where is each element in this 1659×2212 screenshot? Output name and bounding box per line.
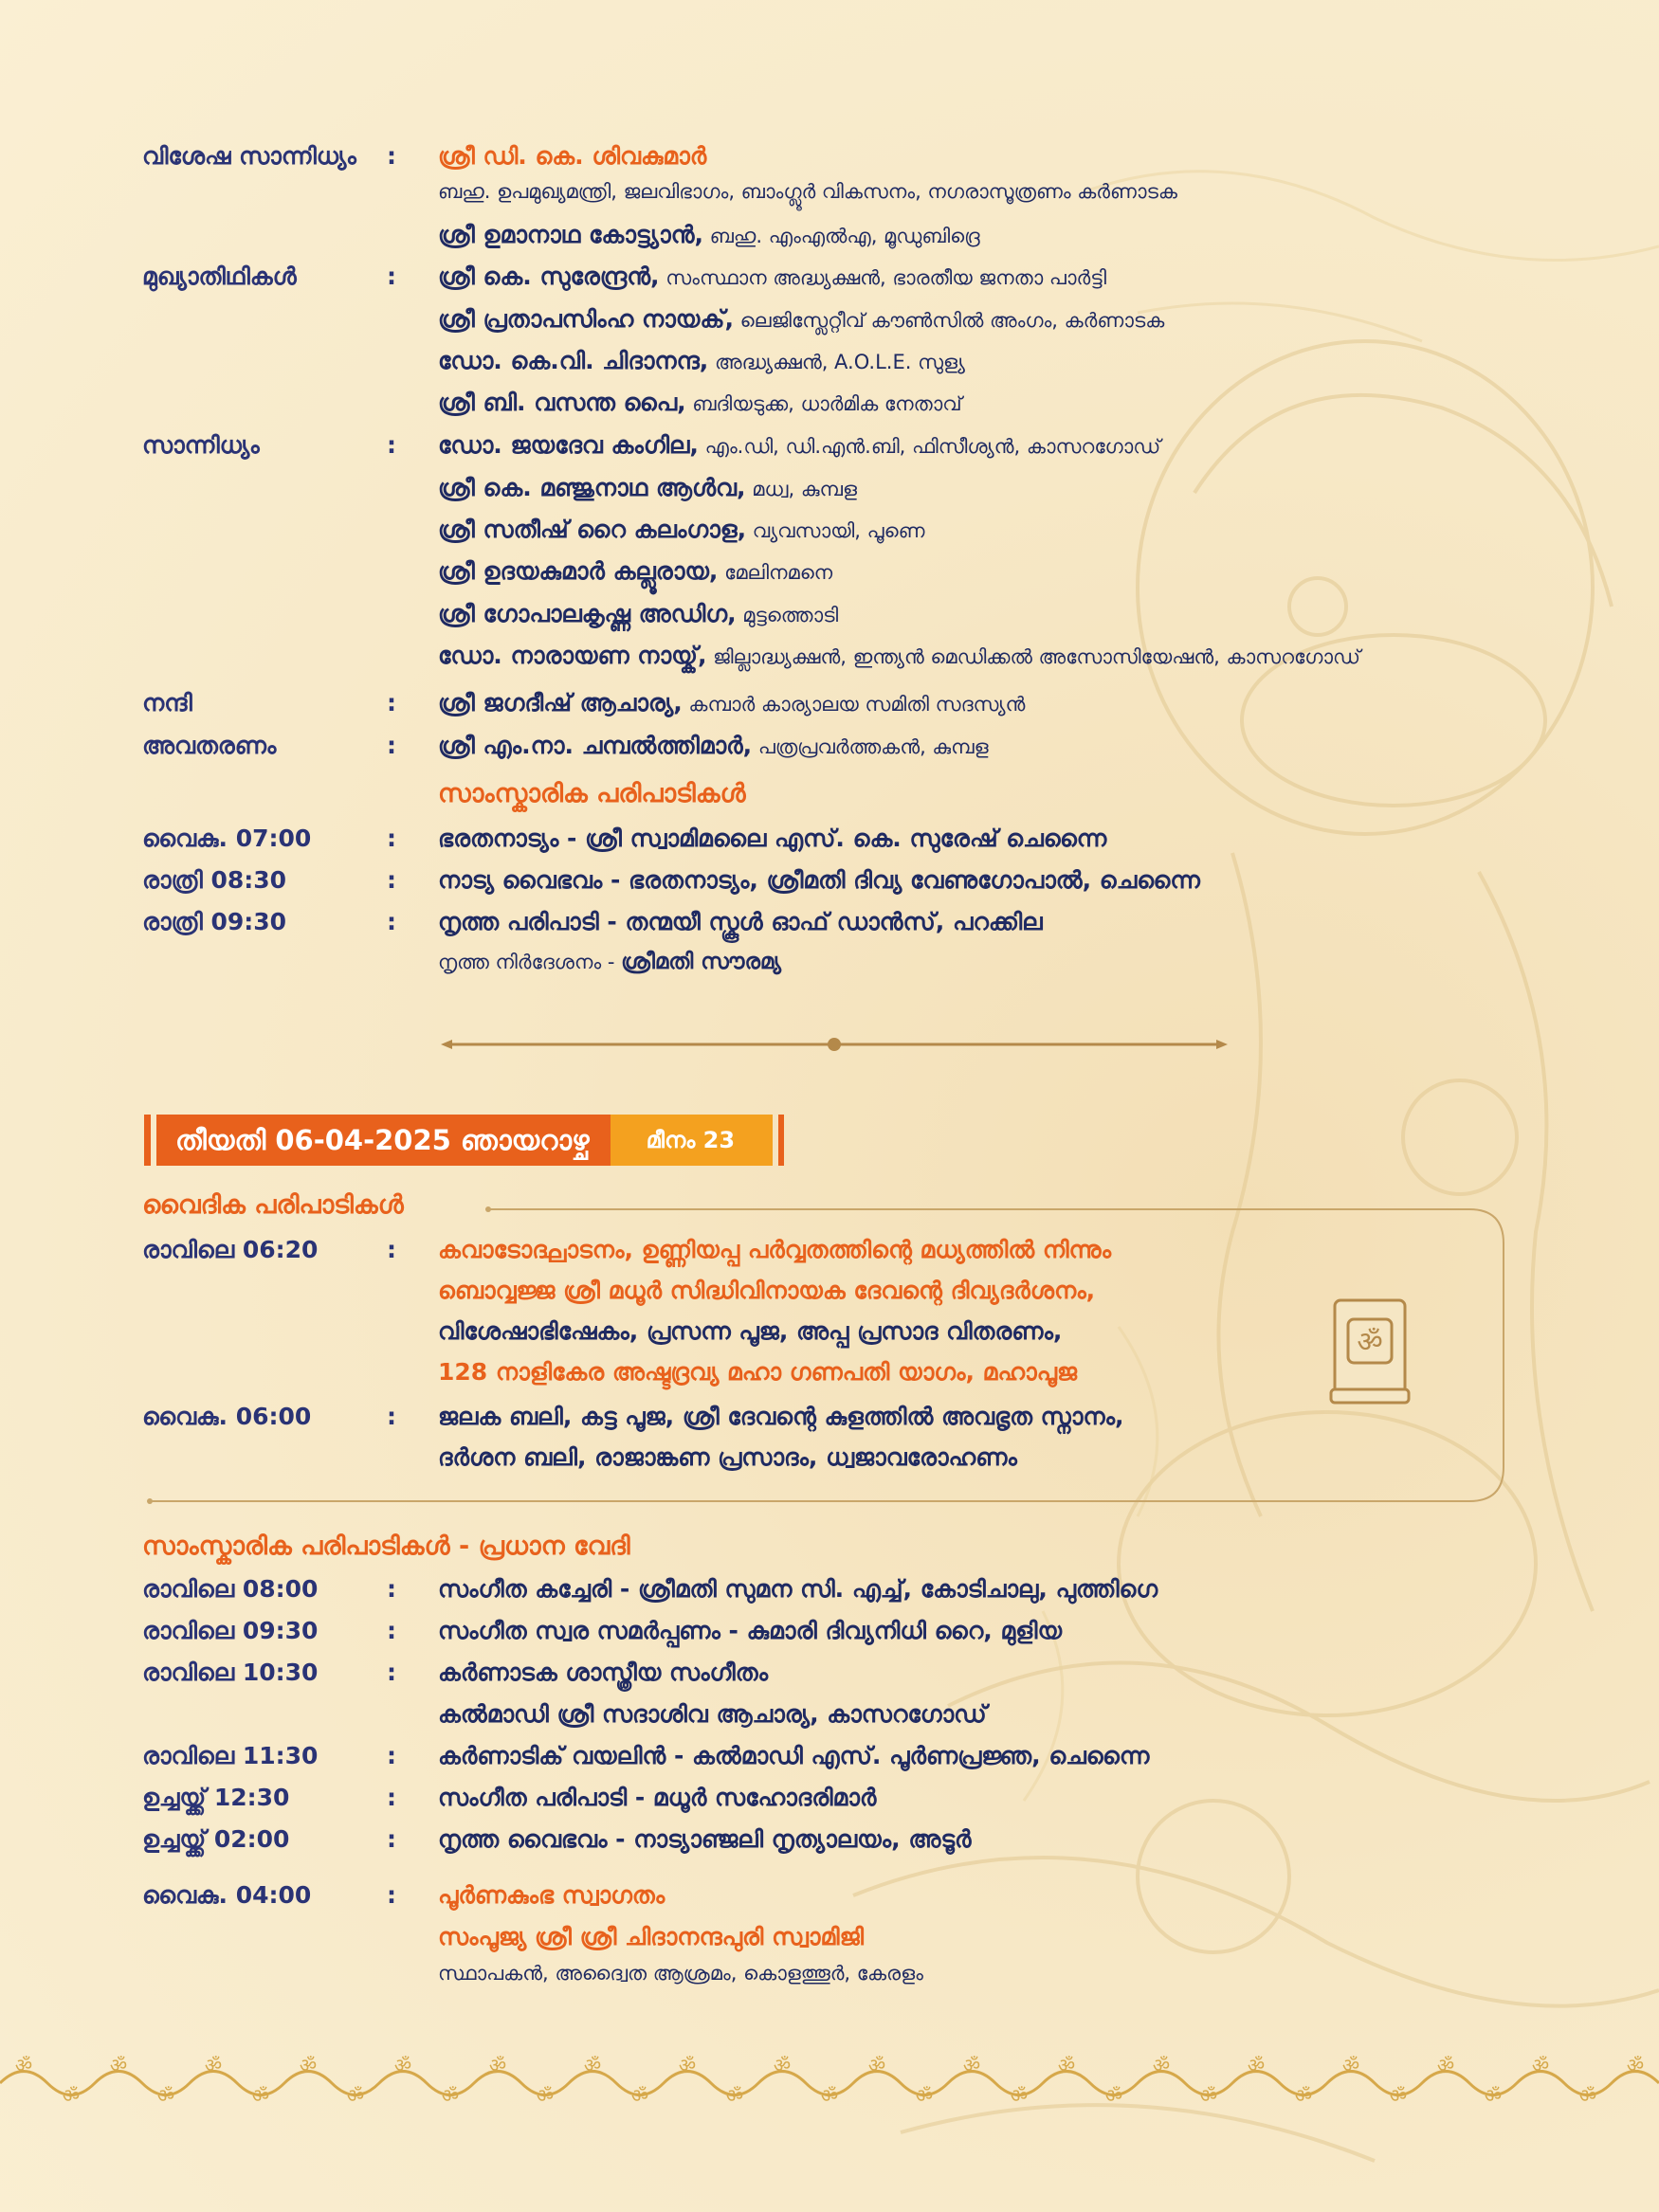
row-value xyxy=(438,1659,1623,1687)
om-glyph: ॐ xyxy=(867,2054,886,2076)
om-glyph: ॐ xyxy=(62,2084,81,2107)
row-colon: : xyxy=(387,1617,396,1644)
row-value xyxy=(438,1575,1623,1604)
row-colon: : xyxy=(387,142,396,170)
row-name: കവാടോദ്ഘാടനം, ഉണ്ണിയപ്പ പർവ്വതത്തിന്റെ മധ്യത്തിൽ നിന്നും xyxy=(438,1236,1112,1263)
om-wave-border-icon xyxy=(0,2045,1659,2112)
row-label: വിശേഷ സാന്നിധ്യം xyxy=(142,142,356,170)
banner-bar-right xyxy=(778,1115,784,1166)
row-detail: പത്രപ്രവർത്തകൻ, കുമ്പള xyxy=(752,735,989,758)
row-label: മുഖ്യാതിഥികൾ xyxy=(142,263,297,290)
row-label: ഉച്ചയ്ക്ക് 12:30 xyxy=(142,1784,290,1811)
row-detail: മധ്വ, കുമ്പള xyxy=(745,478,858,500)
om-glyph: ॐ xyxy=(536,2084,555,2107)
row-value xyxy=(438,1881,1623,1910)
row-label: രാവിലെ 10:30 xyxy=(142,1659,319,1686)
schedule-row xyxy=(142,600,1526,642)
om-glyph: ॐ xyxy=(1152,2054,1171,2076)
vedic-heading: വൈദിക പരിപാടികൾ xyxy=(142,1190,404,1220)
row-detail: മുട്ടത്തൊടി xyxy=(736,604,839,626)
row-label: വൈകു. 04:00 xyxy=(142,1881,312,1909)
schedule-row xyxy=(142,516,1526,557)
date-label: തീയതി 06-04-2025 ഞായറാഴ്ച xyxy=(156,1115,611,1166)
schedule-row xyxy=(142,389,1526,430)
schedule-row xyxy=(142,180,1526,222)
row-name: നൃത്ത പരിപാടി - തന്മയീ സ്കൂൾ ഓഫ് ഡാൻസ്, പറക്കില xyxy=(438,908,1043,935)
schedule-row xyxy=(142,1443,1526,1485)
row-name: സംഗീത കച്ചേരി - ശ്രീമതി സുമന സി. എച്ച്, കോടിചാലു, പുത്തിഗെ xyxy=(438,1575,1158,1603)
om-glyph: ॐ xyxy=(14,2054,33,2076)
schedule-row xyxy=(142,1659,1526,1700)
row-name: സംഗീത സ്വര സമർപ്പണം - കുമാരി ദിവ്യനിധി റൈ, മുളിയ xyxy=(438,1617,1063,1644)
om-glyph: ॐ xyxy=(1247,2054,1266,2076)
row-name: ശ്രീ കെ. സുരേന്ദ്രൻ, xyxy=(438,263,660,290)
om-glyph: ॐ xyxy=(488,2054,507,2076)
schedule-row xyxy=(142,689,1526,731)
row-label: രാത്രി 09:30 xyxy=(142,908,287,935)
row-value xyxy=(438,1742,1623,1770)
om-glyph: ॐ xyxy=(156,2084,175,2107)
om-glyph: ॐ xyxy=(1626,2054,1645,2076)
om-glyph: ॐ xyxy=(1389,2084,1408,2107)
row-colon: : xyxy=(387,1784,396,1811)
om-glyph: ॐ xyxy=(1057,2054,1076,2076)
row-name: ശ്രീ എം.നാ. ചമ്പൽത്തിമാർ, xyxy=(438,732,753,759)
om-glyph: ॐ xyxy=(1199,2084,1218,2107)
schedule-row xyxy=(142,908,1526,950)
schedule-row xyxy=(142,1236,1526,1278)
row-name: ശ്രീ സതീഷ് റൈ കലംഗാള, xyxy=(438,516,747,543)
row-colon: : xyxy=(387,263,396,290)
row-value xyxy=(438,1617,1623,1645)
row-value xyxy=(438,557,1623,586)
row-colon: : xyxy=(387,1403,396,1430)
row-detail: ബദിയടുക്ക, ധാർമിക നേതാവ് xyxy=(685,392,962,415)
row-colon: : xyxy=(387,1575,396,1603)
om-glyph: ॐ xyxy=(1531,2054,1550,2076)
row-name: കൽമാഡി ശ്രീ സദാശിവ ആചാര്യ, കാസറഗോഡ് xyxy=(438,1700,987,1728)
row-value xyxy=(438,389,1623,417)
row-value xyxy=(438,474,1623,502)
row-label: രാവിലെ 11:30 xyxy=(142,1742,319,1769)
om-glyph: ॐ xyxy=(441,2084,460,2107)
om-glyph: ॐ xyxy=(1341,2054,1360,2076)
row-name: ഡോ. നാരായണ നായ്ക്, xyxy=(438,642,707,669)
om-glyph: ॐ xyxy=(393,2054,412,2076)
om-glyph: ॐ xyxy=(1578,2084,1597,2107)
row-name: ശ്രീ ഡി. കെ. ശിവകുമാർ xyxy=(438,142,707,170)
row-value xyxy=(438,642,1623,670)
row-colon: : xyxy=(387,1236,396,1263)
row-name: സംഗീത പരിപാടി - മധൂർ സഹോദരിമാർ xyxy=(438,1784,877,1811)
row-name: ശ്രീ ഉദയകുമാർ കല്ലൂരായ, xyxy=(438,557,719,585)
row-label: സാന്നിധ്യം xyxy=(142,431,260,459)
schedule-row xyxy=(142,1825,1526,1867)
om-glyph: ॐ xyxy=(678,2054,697,2076)
row-name: നൃത്ത വൈഭവം - നാട്യാഞ്ജലി നൃത്യാലയം, അടൂർ xyxy=(438,1825,972,1853)
row-colon: : xyxy=(387,825,396,852)
om-glyph: ॐ xyxy=(820,2084,839,2107)
om-glyph: ॐ xyxy=(773,2054,792,2076)
row-detail: സംസ്ഥാന അദ്ധ്യക്ഷൻ, ഭാരതീയ ജനതാ പാർട്ടി xyxy=(659,266,1107,289)
row-label: അവതരണം xyxy=(142,732,277,759)
row-name: ശ്രീ ഗോപാലകൃഷ്ണ അഡിഗ, xyxy=(438,600,737,627)
row-value xyxy=(438,263,1623,291)
om-glyph: ॐ xyxy=(630,2084,649,2107)
row-label: രാവിലെ 06:20 xyxy=(142,1236,319,1263)
row-name: ഡോ. ജയദേവ കംഗില, xyxy=(438,431,699,459)
om-glyph: ॐ xyxy=(1436,2054,1455,2076)
row-label: വൈകു. 06:00 xyxy=(142,1403,312,1430)
schedule-row xyxy=(142,1742,1526,1784)
row-name: 128 നാളികേര അഷ്ടദ്രവ്യ മഹാ ഗണപതി യാഗം, മഹാപൂജ xyxy=(438,1358,1078,1386)
om-glyph: ॐ xyxy=(109,2054,128,2076)
row-value xyxy=(438,1317,1623,1346)
row-name: ദർശന ബലി, രാജാങ്കണ പ്രസാദം, ധ്വജാവരോഹണം xyxy=(438,1443,1017,1471)
row-value xyxy=(438,1236,1623,1264)
cultural-heading: സാംസ്കാരിക പരിപാടികൾ xyxy=(438,779,746,808)
schedule-row xyxy=(142,825,1526,866)
row-value xyxy=(438,1784,1623,1812)
om-glyph: ॐ xyxy=(251,2084,270,2107)
row-value xyxy=(438,431,1623,460)
schedule-row xyxy=(142,305,1526,347)
row-name: സംപൂജ്യ ശ്രീ ശ്രീ ചിദാനന്ദപുരി സ്വാമിജി xyxy=(438,1923,865,1950)
om-glyph: ॐ xyxy=(1484,2084,1503,2107)
date-banner xyxy=(144,1115,784,1166)
row-value xyxy=(438,142,1623,171)
schedule-row xyxy=(142,347,1526,389)
schedule-row xyxy=(142,642,1526,683)
row-colon: : xyxy=(387,1825,396,1853)
row-value xyxy=(438,1443,1623,1472)
row-value xyxy=(438,305,1623,334)
schedule-row xyxy=(142,1962,1526,2003)
row-detail: കമ്പാർ കാര്യാലയ സമിതി സദസ്യൻ xyxy=(682,693,1026,716)
om-glyph: ॐ xyxy=(299,2054,318,2076)
row-name: സ്ഥാപകൻ, അദ്വൈത ആശ്രമം, കൊളത്തൂർ, കേരളം xyxy=(438,1962,923,1985)
row-name: ജലക ബലി, കട്ട പൂജ, ശ്രീ ദേവന്റെ കുളത്തിൽ അവഭൃത സ്നാനം, xyxy=(438,1403,1124,1430)
row-label: രാവിലെ 08:00 xyxy=(142,1575,319,1603)
row-value xyxy=(438,950,1623,974)
row-value xyxy=(438,600,1623,628)
row-value xyxy=(438,1923,1623,1951)
row-label: രാത്രി 08:30 xyxy=(142,866,287,894)
row-detail: അദ്ധ്യക്ഷൻ, A.O.L.E. സുള്യ xyxy=(708,351,965,373)
schedule-row xyxy=(142,1575,1526,1617)
row-name: ശ്രീ കെ. മഞ്ജുനാഥ ആൾവ, xyxy=(438,474,746,501)
row-detail: മേലിനമനെ xyxy=(718,561,833,584)
om-glyph: ॐ xyxy=(1294,2084,1313,2107)
schedule-row xyxy=(142,1617,1526,1659)
schedule-row xyxy=(142,1358,1526,1400)
row-detail: ജില്ലാദ്ധ്യക്ഷൻ, ഇന്ത്യൻ മെഡിക്കൽ അസോസിയേഷൻ, കാസറഗോഡ് xyxy=(706,645,1360,668)
ornamental-divider-icon xyxy=(441,1038,1228,1051)
schedule-row xyxy=(142,732,1526,773)
row-name: വിശേഷാഭിഷേകം, പ്രസന്ന പൂജ, അപ്പ പ്രസാദ വിതരണം, xyxy=(438,1317,1063,1345)
row-detail: ലെജിസ്ലേറ്റീവ് കൗൺസിൽ അംഗം, കർണാടക xyxy=(733,309,1165,332)
row-name: ശ്രീ ജഗദീഷ് ആചാര്യ, xyxy=(438,689,683,716)
schedule-row xyxy=(142,431,1526,473)
row-value xyxy=(438,516,1623,544)
row-name: നാട്യ വൈഭവം - ഭരതനാട്യം, ശ്രീമതി ദിവ്യ വേണുഗോപാൽ, ചെന്നൈ xyxy=(438,866,1200,894)
schedule-row xyxy=(142,557,1526,599)
row-detail: ബഹു. എംഎൽഎ, മൂഡുബിദ്രെ xyxy=(702,225,980,247)
schedule-row xyxy=(142,950,1526,991)
schedule-row xyxy=(142,263,1526,304)
schedule-row xyxy=(142,1700,1526,1742)
row-label: രാവിലെ 09:30 xyxy=(142,1617,319,1644)
schedule-row xyxy=(142,1784,1526,1825)
malayalam-month-label: മീനം 23 xyxy=(611,1115,773,1166)
schedule-row xyxy=(142,1277,1526,1318)
row-name: ശ്രീ പ്രതാപസിംഹ നായക്, xyxy=(438,305,734,333)
row-value xyxy=(438,866,1623,895)
row-name: ബഹു. ഉപമുഖ്യമന്ത്രി, ജലവിഭാഗം, ബാംഗ്ലൂർ വികസനം, നഗരാസൂത്രണം കർണാടക xyxy=(438,180,1177,203)
row-colon: : xyxy=(387,908,396,935)
row-name: ഭരതനാട്യം - ശ്രീ സ്വാമിമലൈ എസ്. കെ. സുരേഷ് ചെന്നൈ xyxy=(438,825,1107,852)
row-value xyxy=(438,180,1623,204)
row-value xyxy=(438,1825,1623,1854)
om-glyph: ॐ xyxy=(583,2054,602,2076)
row-value xyxy=(438,825,1623,853)
row-value xyxy=(438,221,1623,249)
row-value xyxy=(438,347,1623,375)
row-name: ശ്രീ ഉമാനാഥ കോട്ട്യാൻ, xyxy=(438,221,703,248)
om-glyph: ॐ xyxy=(1104,2084,1123,2107)
row-name: കർണാടിക് വയലിൻ - കൽമാഡി എസ്. പൂർണപ്രജ്ഞ, ചെന്നൈ xyxy=(438,1742,1150,1769)
schedule-row xyxy=(142,1317,1526,1359)
row-colon: : xyxy=(387,1881,396,1909)
row-value xyxy=(438,1700,1623,1729)
row-name: പൂർണകുംഭ സ്വാഗതം xyxy=(438,1881,665,1909)
schedule-row xyxy=(142,221,1526,263)
row-name: ശ്രീമതി സൗരമ്യ xyxy=(621,950,782,974)
row-colon: : xyxy=(387,866,396,894)
row-colon: : xyxy=(387,732,396,759)
row-value xyxy=(438,1962,1623,1985)
row-label: നന്ദി xyxy=(142,689,192,716)
row-value xyxy=(438,732,1623,760)
om-glyph: ॐ xyxy=(915,2084,934,2107)
row-value xyxy=(438,908,1623,936)
row-name: ശ്രീ ബി. വസന്ത പൈ, xyxy=(438,389,686,416)
schedule-row xyxy=(142,1881,1526,1923)
banner-bar-left xyxy=(144,1115,151,1166)
schedule-row xyxy=(142,1923,1526,1965)
row-colon: : xyxy=(387,1659,396,1686)
om-glyph: ॐ xyxy=(204,2054,223,2076)
om-glyph: ॐ xyxy=(346,2084,365,2107)
row-colon: : xyxy=(387,431,396,459)
row-name: ഡോ. കെ.വി. ചിദാനന്ദ, xyxy=(438,347,709,374)
schedule-row xyxy=(142,866,1526,908)
row-value xyxy=(438,1277,1623,1305)
svg-text:ॐ: ॐ xyxy=(1357,1326,1383,1359)
om-glyph: ॐ xyxy=(962,2054,981,2076)
row-name: ബൊവ്വജ്ജ ശ്രീ മധൂർ സിദ്ധിവിനായക ദേവന്റെ ദിവ്യദർശനം, xyxy=(438,1277,1096,1304)
row-detail: വ്യവസായി, പൂണെ xyxy=(746,519,925,542)
row-label: ഉച്ചയ്ക്ക് 02:00 xyxy=(142,1825,290,1853)
row-value xyxy=(438,1403,1623,1431)
row-colon: : xyxy=(387,1742,396,1769)
schedule-row xyxy=(142,142,1526,184)
schedule-row xyxy=(142,1403,1526,1444)
row-value xyxy=(438,1358,1623,1387)
row-name: കർണാടക ശാസ്ത്രീയ സംഗീതം xyxy=(438,1659,769,1686)
row-label: വൈകു. 07:00 xyxy=(142,825,312,852)
schedule-row xyxy=(142,474,1526,516)
row-value xyxy=(438,689,1623,717)
row-prefix: നൃത്ത നിർദേശനം - xyxy=(438,951,622,973)
om-glyph: ॐ xyxy=(725,2084,744,2107)
row-colon: : xyxy=(387,689,396,716)
main-stage-heading: സാംസ്കാരിക പരിപാടികൾ - പ്രധാന വേദി xyxy=(142,1532,630,1561)
om-glyph: ॐ xyxy=(1010,2084,1029,2107)
row-detail: എം.ഡി, ഡി.എൻ.ബി, ഫിസീശ്യൻ, കാസറഗോഡ് xyxy=(698,435,1161,458)
